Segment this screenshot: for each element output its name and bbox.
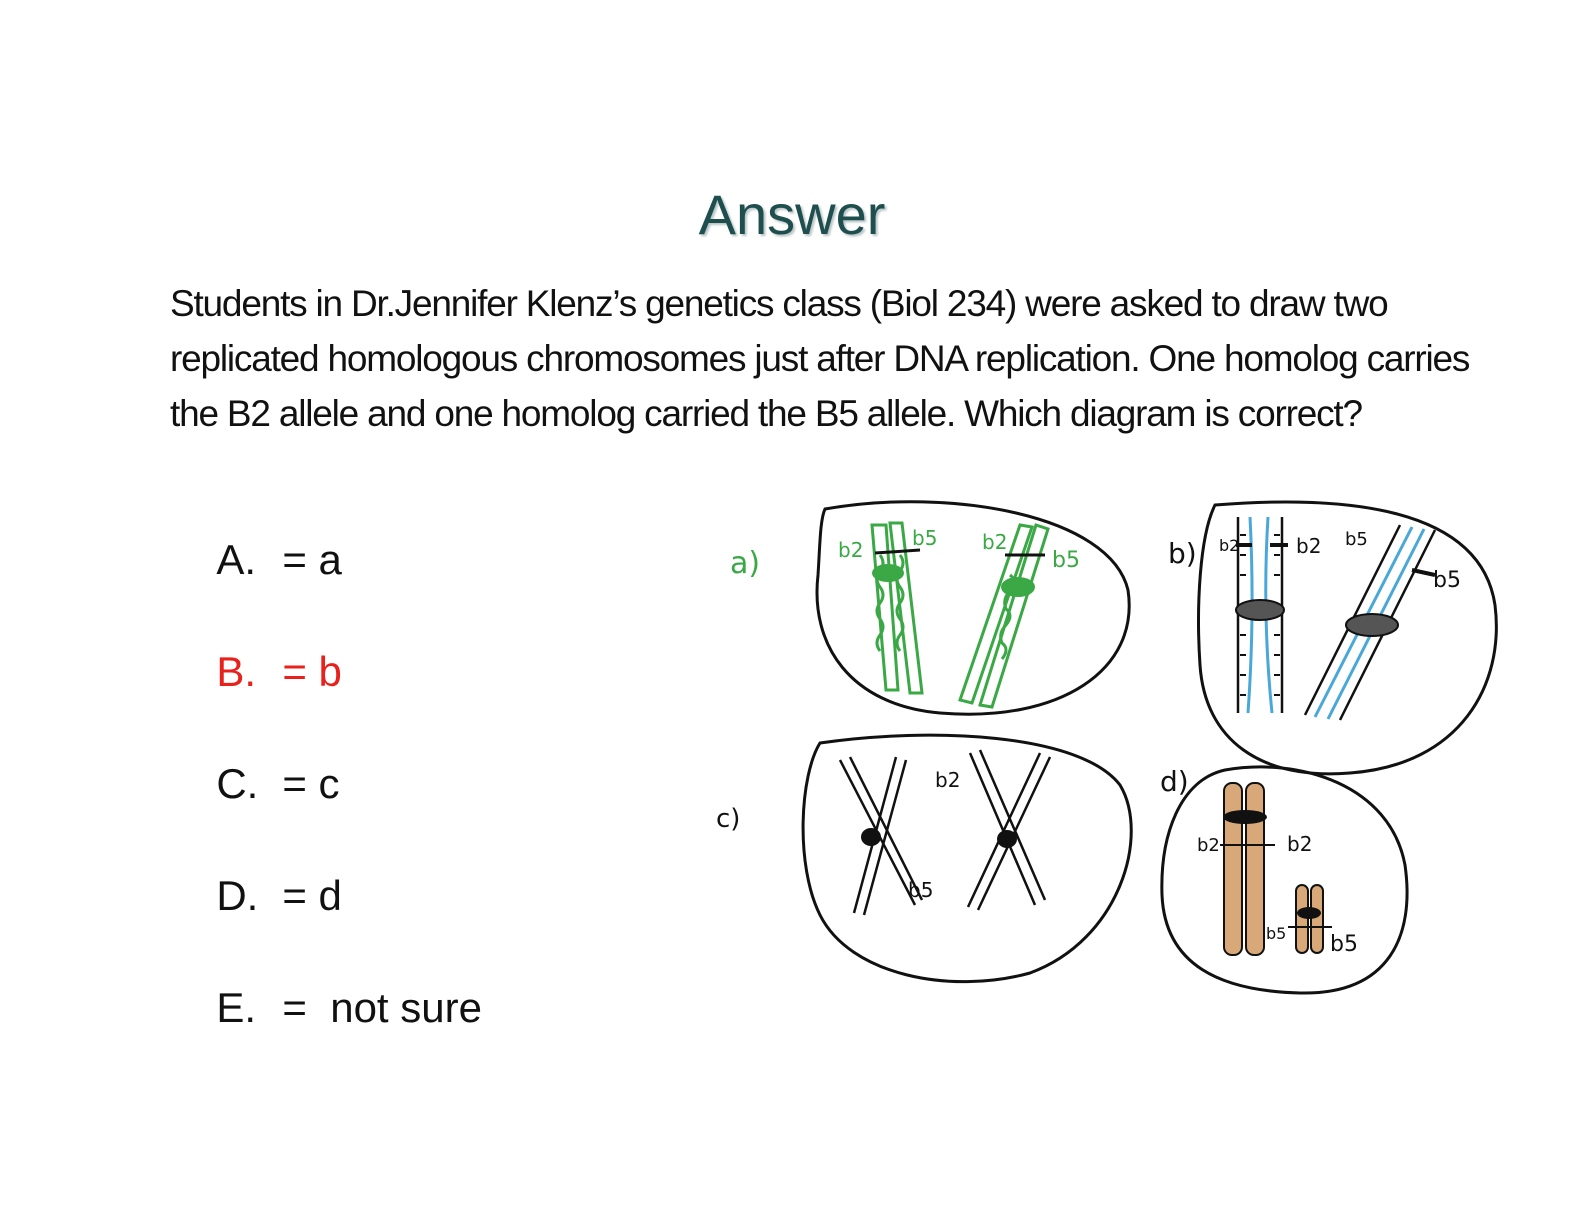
option-e-letter: E. [216, 984, 257, 1031]
panel-a [730, 502, 1129, 715]
panel-b-chromosome-left [1236, 517, 1288, 713]
question-text: Students in Dr.Jennifer Klenz’s genetics class (Biol 234) were asked to draw two replicated homologous chromosomes just after DNA replication. One homolog carries the B2 allele and one homolog carried the B5 allele. Which diagram is correct? [170, 283, 1470, 434]
option-d[interactable] [193, 824, 342, 920]
option-a[interactable] [193, 488, 342, 584]
option-b-text: = b [282, 648, 342, 695]
panel-d-allele-label: b5 [1266, 924, 1287, 943]
option-a-text: = a [282, 536, 342, 583]
panel-a-allele-label: b5 [912, 526, 938, 550]
option-d-letter: D. [216, 872, 259, 919]
panel-d-allele-label: b2 [1287, 832, 1313, 856]
panel-a-allele-label: b5 [1052, 548, 1080, 573]
panel-b-allele-label: b2 [1296, 534, 1322, 558]
panel-b [1168, 502, 1496, 774]
panel-b-allele-label: b5 [1433, 568, 1461, 593]
panel-b-chromosome-right [1305, 525, 1435, 720]
panel-c-allele-label: b5 [908, 878, 934, 902]
panel-d-cell-outline [1162, 767, 1407, 993]
panel-a-allele-label: b2 [838, 538, 864, 562]
slide-title: Answer [698, 183, 886, 246]
option-b-letter: B. [216, 648, 257, 695]
option-e-text: = not sure [282, 984, 482, 1031]
chromosome-diagram-figure [700, 495, 1520, 1005]
option-d-text: = d [282, 872, 342, 919]
panel-b-label: b) [1168, 537, 1197, 570]
panel-a-cell-outline [817, 502, 1129, 715]
panel-c-chromosome-right [968, 750, 1050, 910]
panel-b-allele-label: b5 [1345, 529, 1368, 550]
panel-d-chromosome-small [1288, 885, 1332, 953]
panel-c [716, 735, 1131, 982]
panel-d [1160, 765, 1407, 993]
panel-d-allele-label: b2 [1197, 835, 1220, 856]
option-b[interactable] [193, 600, 342, 696]
panel-c-allele-label: b2 [935, 768, 961, 792]
panel-d-allele-label: b5 [1330, 932, 1358, 957]
panel-a-allele-label: b2 [982, 530, 1008, 554]
option-a-letter: A. [216, 536, 257, 583]
panel-a-label: a) [730, 546, 761, 581]
option-c-text: = c [282, 760, 340, 807]
option-e[interactable] [193, 936, 482, 1032]
panel-b-allele-label: b2 [1219, 536, 1240, 555]
panel-d-label: d) [1160, 765, 1189, 798]
panel-c-cell-outline [803, 735, 1131, 982]
option-c[interactable] [193, 712, 340, 808]
panel-c-label: c) [716, 804, 741, 834]
option-c-letter: C. [216, 760, 259, 807]
